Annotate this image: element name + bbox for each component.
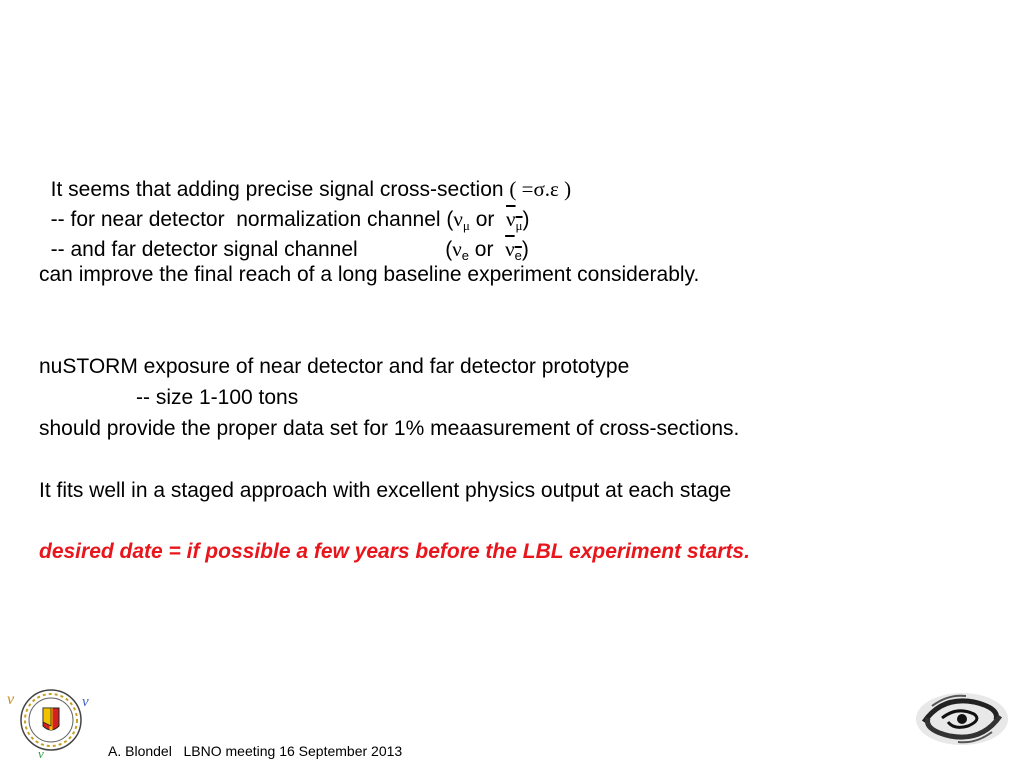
svg-text:ν: ν (38, 746, 44, 761)
footer-text: A. Blondel LBNO meeting 16 September 2013 (108, 743, 403, 759)
galaxy-logo-icon (912, 688, 1012, 755)
line-size: -- size 1-100 tons (136, 386, 299, 409)
university-seal-icon (4, 682, 100, 767)
e-bar-subscript: e (514, 248, 522, 263)
nu-e-symbol: ν (452, 237, 462, 261)
sigma-epsilon-formula: ( =σ.ε ) (509, 177, 572, 201)
svg-text:ν: ν (82, 694, 89, 710)
line-far-detector-text: -- and far detector signal channel ( (50, 238, 453, 261)
line-far-detector (39, 210, 529, 269)
line-data-set: should provide the proper data set for 1% meaasurement of cross-sections. (39, 417, 740, 440)
svg-text:ν: ν (7, 691, 15, 708)
mu-subscript: μ (462, 218, 470, 233)
nu-symbol: ν (453, 207, 463, 231)
mu-bar-subscript: μ (515, 218, 523, 233)
e-subscript: e (461, 248, 469, 263)
line-desired-date: desired date = if possible a few years before the LBL experiment starts. (39, 540, 750, 563)
line-near-detector-text: -- for near detector normalization channel ( (50, 208, 454, 231)
or-word: or (469, 208, 507, 231)
close-paren-2: ) (521, 238, 529, 261)
line-nustorm-exposure: nuSTORM exposure of near detector and far detector prototype (39, 355, 630, 378)
line-improve-reach: can improve the final reach of a long baseline experiment considerably. (39, 263, 700, 286)
nu-bar-symbol: ν (506, 207, 516, 231)
close-paren: ) (522, 208, 530, 231)
line-cross-section-text: It seems that adding precise signal cross-section (50, 178, 510, 201)
or-word-2: or (468, 238, 506, 261)
nu-e-bar-symbol: ν (505, 237, 515, 261)
line-staged-approach: It fits well in a staged approach with excellent physics output at each stage (39, 479, 732, 502)
